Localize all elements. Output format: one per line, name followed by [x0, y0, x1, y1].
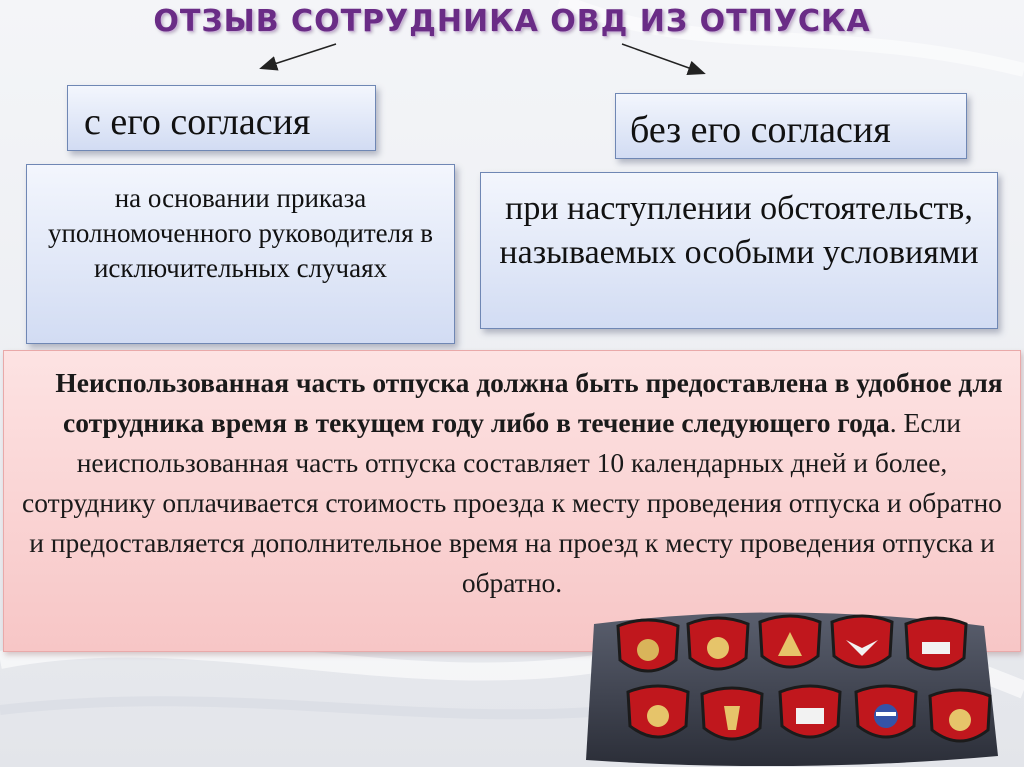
- note-bold-text: Неиспользованная часть отпуска должна быть предоставлена в удобное для сотрудника время в текущем году либо в течение следующего года: [55, 367, 1003, 438]
- arrow-left: [262, 44, 336, 68]
- police-chevron-patches-image: [584, 606, 1000, 766]
- with-consent-description: на основании приказа уполномоченного руководителя в исключительных случаях: [26, 164, 455, 344]
- arrow-right: [622, 44, 703, 73]
- note-regular-text: . Если неиспользованная часть отпуска составляет 10 календарных дней и более, сотруднику оплачивается стоимость проезда к месту проведения отпуска и обратно и предоставляется дополнительное время на проезд к месту проведения отпуска и обратно.: [22, 407, 1002, 598]
- page-title: ОТЗЫВ СОТРУДНИКА ОВД ИЗ ОТПУСКА: [153, 4, 871, 39]
- without-consent-heading: без его согласия: [615, 93, 967, 159]
- patch-row-top: [618, 616, 966, 671]
- with-consent-heading: с его согласия: [67, 85, 376, 151]
- without-consent-description: при наступлении обстоятельств, называемых особыми условиями: [480, 172, 998, 329]
